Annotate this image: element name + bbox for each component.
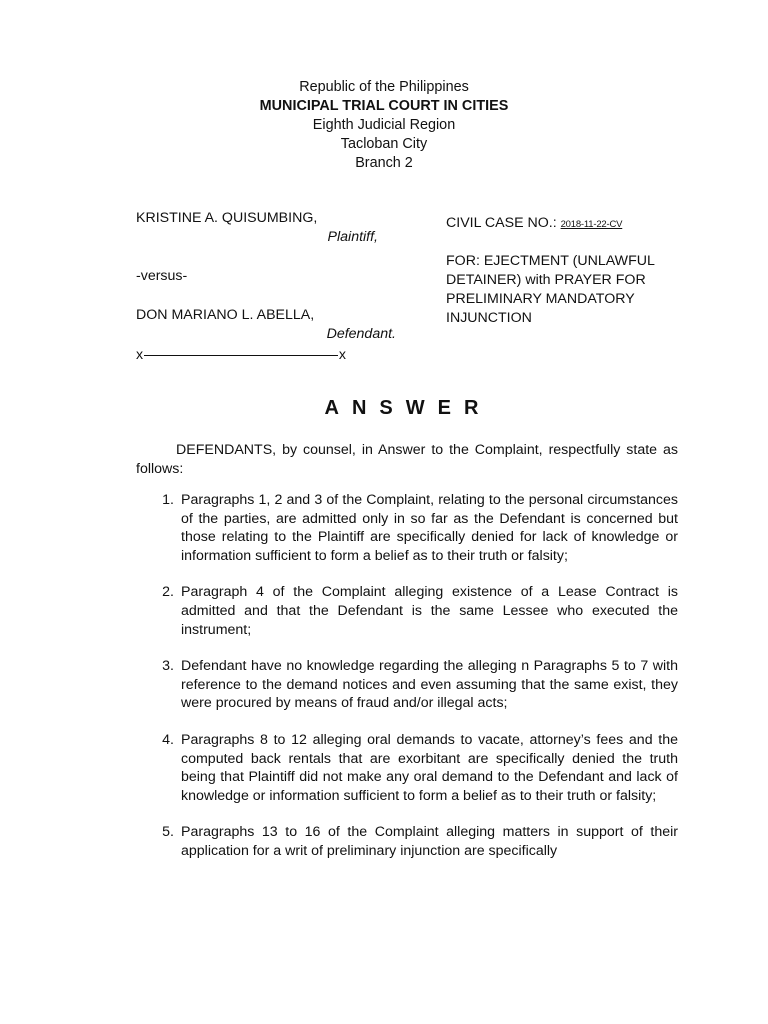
versus-label: -versus-: [136, 268, 188, 284]
defendant-role: Defendant.: [326, 326, 396, 342]
case-nature-line-2: DETAINER) with PRAYER FOR: [446, 272, 646, 288]
case-nature-line-1: FOR: EJECTMENT (UNLAWFUL: [446, 253, 655, 269]
plaintiff-role: Plaintiff,: [327, 229, 378, 245]
caption-rule: [144, 355, 338, 356]
case-caption-parties: [136, 209, 406, 365]
court-branch: Branch 2: [355, 155, 413, 171]
paragraph-number: 1.: [162, 492, 174, 508]
paragraph-text: Defendant have no knowledge regarding the alleging n Paragraphs 5 to 7 with reference to the demand notices and even assuming that the same exist, they were procured by means of fraud and/or illegal acts;: [181, 658, 678, 712]
case-nature: [446, 252, 691, 328]
case-number-line: [446, 214, 691, 234]
document-title: ANSWER: [324, 397, 492, 419]
answer-paragraph: [136, 491, 678, 565]
case-number-label: CIVIL CASE NO.:: [446, 215, 557, 231]
paragraph-number: 5.: [162, 824, 174, 841]
answer-paragraph: [136, 823, 678, 860]
paragraph-number: 4.: [162, 731, 174, 748]
x-mark-left: x: [136, 347, 144, 363]
court-city: Tacloban City: [340, 136, 428, 152]
paragraph-number: 3.: [162, 658, 174, 675]
judicial-region: Eighth Judicial Region: [312, 117, 456, 133]
court-header: [0, 78, 768, 173]
case-caption-details: [446, 214, 691, 328]
paragraph-text: Paragraphs 8 to 12 alleging oral demands to vacate, attorney’s fees and the computed back rentals that are exorbitant are specifically denied the truth being that Plaintiff did not make any oral demand to the Defendant and lack of knowledge or information sufficient to form a belief as to their truth or falsity;: [181, 731, 678, 804]
case-number-value: 2018-11-22-CV: [560, 219, 623, 230]
answer-paragraph: [136, 583, 678, 639]
x-mark-right: x: [338, 347, 346, 363]
defendant-name: DON MARIANO L. ABELLA,: [136, 307, 315, 323]
intro-paragraph: DEFENDANTS, by counsel, in Answer to the Complaint, respectfully state as follows:: [136, 442, 678, 477]
answer-paragraph: [136, 731, 678, 805]
case-nature-line-3: PRELIMINARY MANDATORY: [446, 291, 635, 307]
case-nature-line-4: INJUNCTION: [446, 310, 532, 326]
paragraph-text: Paragraphs 1, 2 and 3 of the Complaint, relating to the personal circumstances of the parties, are admitted only in so far as the Defendant is concerned but those relating to the Plaintiff are specifically denied for lack of knowledge or information sufficient to form a belief as to their truth or falsity;: [181, 492, 678, 564]
republic-line: Republic of the Philippines: [299, 79, 469, 95]
paragraph-text: Paragraphs 13 to 16 of the Complaint alleging matters in support of their application for a writ of preliminary injunction are specifically: [181, 824, 678, 859]
paragraph-number: 2.: [162, 584, 174, 601]
answer-paragraph: [136, 657, 678, 713]
caption-x-line: [136, 346, 346, 365]
paragraph-text: Paragraph 4 of the Complaint alleging existence of a Lease Contract is admitted and that the Defendant is the same Lessee who executed the instrument;: [181, 584, 678, 638]
answer-paragraphs: [136, 491, 678, 879]
plaintiff-name: KRISTINE A. QUISUMBING,: [136, 210, 318, 226]
court-name: MUNICIPAL TRIAL COURT IN CITIES: [259, 98, 509, 114]
